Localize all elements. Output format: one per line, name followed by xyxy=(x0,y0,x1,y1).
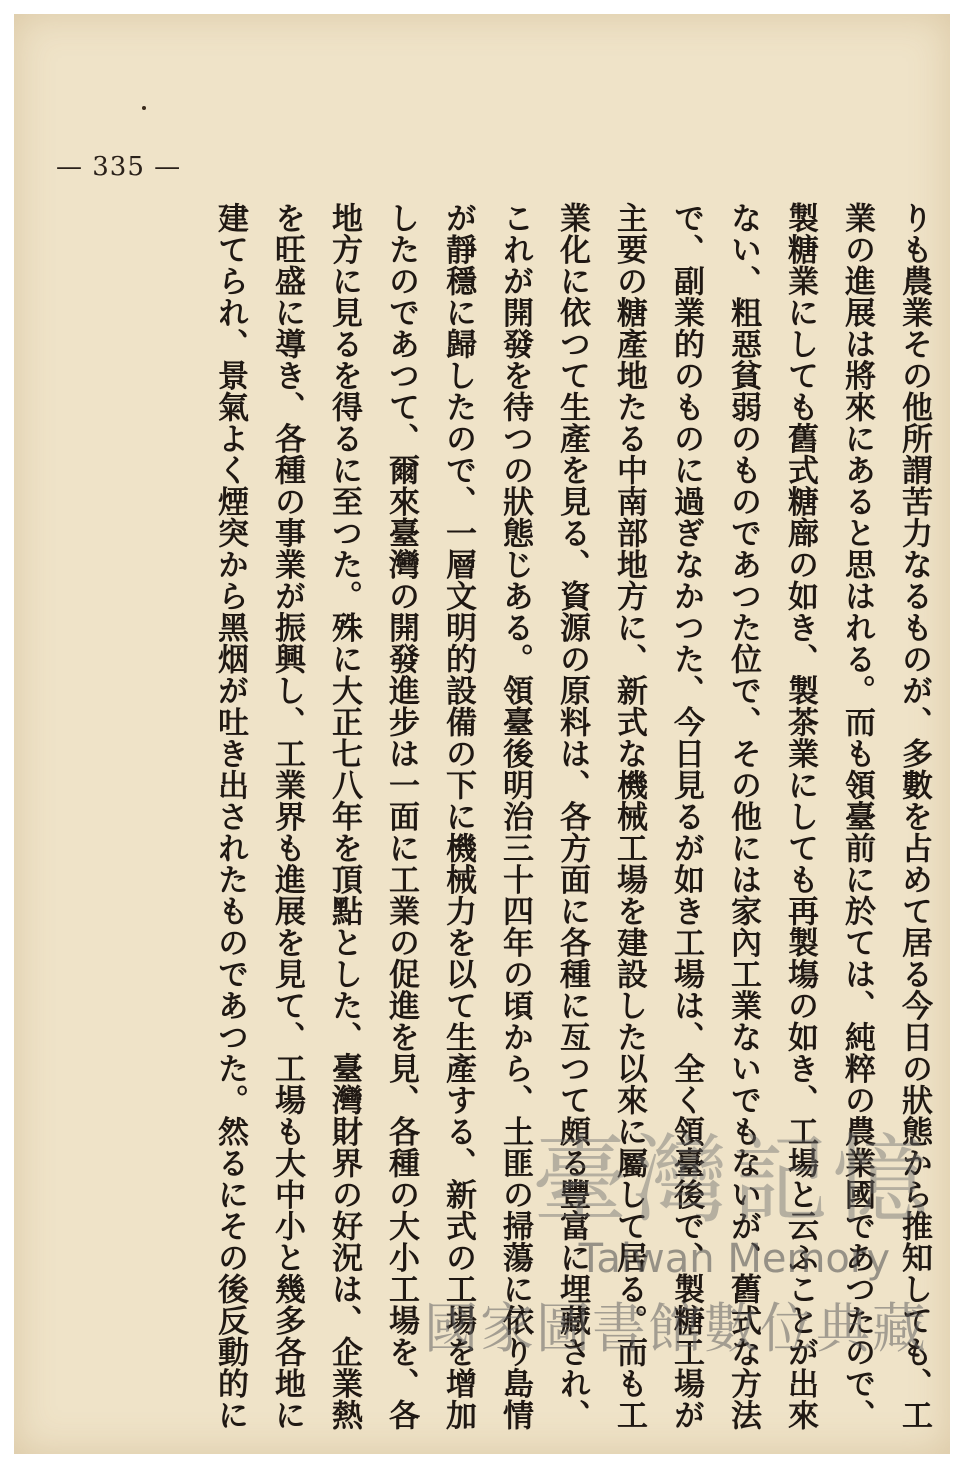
text-column: 地方に見るを得るに至つた。殊に大正七八年を頂點とした、臺灣財界の好況は、企業熱 xyxy=(326,202,362,1431)
text-column: が靜穩に歸したので、一層文明的設備の下に機械力を以て生產する、新式の工場を增加 xyxy=(440,202,476,1431)
text-column: 製糖業にしても舊式糖廍の如き、製茶業にしても再製塲の如き、工場と云ふことが出來 xyxy=(782,202,818,1431)
document-page xyxy=(14,14,950,1454)
watermark-subtitle: Taiwan Memory xyxy=(578,1236,890,1282)
text-column: 主要の糖產地たる中南部地方に、新式な機械工場を建設した以來に屬して居る。而も工 xyxy=(611,202,647,1431)
text-column: で、副業的のものに過ぎなかつた、今日見るが如き工場は、全く領臺後で、製糖工場が xyxy=(668,202,704,1431)
text-column: 業化に依つて生產を見る、資源の原料は、各方面に各種に亙つて頗る豐富に埋藏され、 xyxy=(554,202,590,1431)
ink-speck xyxy=(142,106,146,110)
text-column: ない、粗惡貧弱のものであつた位で、その他には家內工業ないでもないが、舊式な方法 xyxy=(725,202,761,1431)
watermark-title: 臺灣記憶 xyxy=(532,1124,932,1236)
text-column: 業の進展は將來にあると思はれる。而も領臺前に於ては、純粹の農業國であつたので、 xyxy=(839,202,875,1431)
body-text xyxy=(94,202,942,1431)
text-column: したのであつて、爾來臺灣の開發進步は一面に工業の促進を見、各種の大小工場を、各 xyxy=(383,202,419,1431)
watermark-collection: 國家圖書館數位典藏 xyxy=(424,1297,928,1360)
page-number: — 335 — xyxy=(56,152,182,182)
text-column: りも農業その他所謂苦力なるものが、多數を占めて居る今日の狀態から推知しても、工 xyxy=(896,202,932,1431)
text-column: これが開發を待つの狀態じある。領臺後明治三十四年の頃から、土匪の掃蕩に依り島情 xyxy=(497,202,533,1431)
text-column: を旺盛に導き、各種の事業が振興し、工業界も進展を見て、工場も大中小と幾多各地に xyxy=(269,202,305,1431)
text-column: 建てられ、景氣よく煙突から黑烟が吐き出されたものであつた。然るにその後反動的に xyxy=(212,202,248,1431)
